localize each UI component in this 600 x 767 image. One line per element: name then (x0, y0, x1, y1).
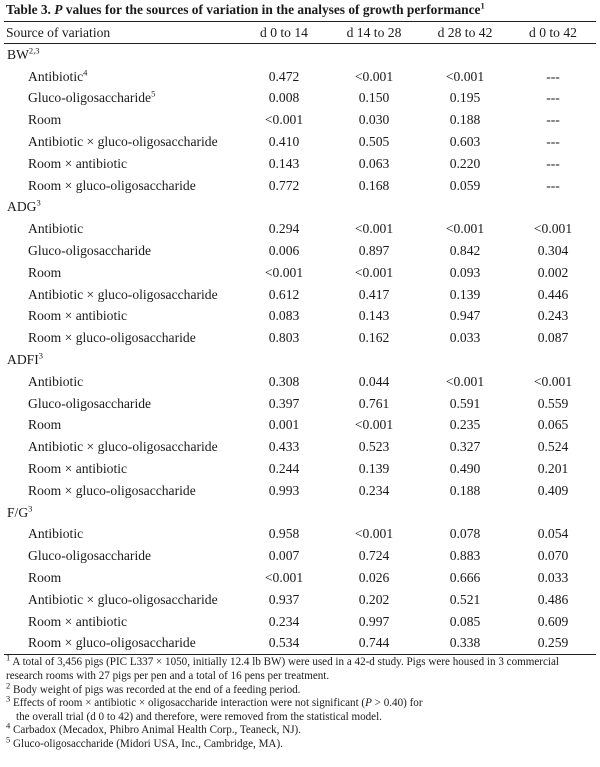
pvalue-table (4, 22, 596, 43)
p-value-cell: 0.294 (268, 221, 300, 237)
title-footnote-mark: 1 (480, 0, 485, 11)
col-header-d0-42: d 0 to 42 (529, 24, 577, 40)
p-value-cell: 0.612 (268, 286, 300, 302)
source-label: Room × gluco-oligosaccharide (28, 635, 196, 651)
p-value-cell: 0.327 (449, 439, 481, 455)
p-value-cell: 0.603 (449, 134, 481, 150)
p-value-cell: 0.409 (537, 482, 569, 498)
p-value-cell: 0.150 (358, 90, 390, 106)
group-label: ADG$^3$ (7, 197, 41, 215)
p-value-cell: <0.001 (354, 221, 394, 237)
group-label: BW$^{2,3}$ (7, 45, 40, 62)
col-header-d28-42: d 28 to 42 (437, 24, 493, 40)
p-value-cell: 0.033 (449, 330, 481, 346)
source-footnote-mark: 5 (151, 88, 156, 99)
p-value-cell: --- (546, 134, 560, 150)
p-value-cell: 0.188 (449, 112, 481, 128)
p-value-cell: 0.609 (537, 613, 569, 629)
source-label: Gluco-oligosaccharide$^5$ (28, 88, 156, 106)
table-row (4, 262, 596, 284)
p-value-cell: 0.195 (449, 90, 481, 106)
p-value-cell: 0.505 (358, 134, 390, 150)
group-footnote-mark: 3 (36, 197, 41, 208)
p-value-cell: 0.202 (358, 591, 390, 607)
table-row (4, 545, 596, 567)
table-row (4, 240, 596, 262)
p-value-cell: 0.304 (537, 243, 569, 259)
p-value-cell: <0.001 (264, 112, 304, 128)
p-value-cell: 0.030 (358, 112, 390, 128)
p-value-cell: 0.059 (449, 177, 481, 193)
p-value-cell: 0.162 (358, 330, 390, 346)
source-label: Antibiotic (28, 373, 84, 389)
p-value-cell: <0.001 (445, 373, 485, 389)
p-value-cell: --- (546, 90, 560, 106)
group-row (4, 44, 596, 66)
table-row (4, 131, 596, 153)
footnote-1-cont: research rooms with 27 pigs per pen and a total of 16 pens per treatment. (6, 669, 330, 682)
p-value-cell: 0.410 (268, 134, 300, 150)
p-value-cell: 0.559 (537, 395, 569, 411)
p-value-cell: 0.523 (358, 439, 390, 455)
p-value-cell: <0.001 (354, 526, 394, 542)
p-value-cell: --- (546, 155, 560, 171)
p-value-cell: 0.524 (537, 439, 569, 455)
group-footnote-mark: 3 (28, 503, 33, 514)
source-label: Antibiotic × gluco-oligosaccharide (28, 439, 218, 455)
p-value-cell: 0.083 (268, 308, 300, 324)
title-text: values for the sources of variation in the analyses of growth performance (62, 2, 481, 17)
table-body (4, 44, 596, 654)
source-label: Room (28, 417, 62, 433)
p-value-cell: 0.244 (268, 461, 300, 477)
p-value-cell: 0.259 (537, 635, 569, 651)
p-value-cell: 0.772 (268, 177, 300, 193)
table-row (4, 284, 596, 306)
p-value-cell: 0.486 (537, 591, 569, 607)
table-row (4, 567, 596, 589)
p-value-cell: 0.433 (268, 439, 300, 455)
table-row (4, 371, 596, 393)
p-value-cell: 0.937 (268, 591, 300, 607)
p-value-cell: <0.001 (533, 373, 573, 389)
p-value-cell: 0.007 (268, 548, 300, 564)
p-value-cell: --- (546, 68, 560, 84)
p-value-cell: 0.070 (537, 548, 569, 564)
p-value-cell: 0.666 (449, 570, 481, 586)
title-p-symbol: P (54, 2, 63, 17)
source-label: Antibiotic$^4$ (28, 67, 88, 84)
source-label: Room × antibiotic (28, 308, 128, 324)
source-label: Room × gluco-oligosaccharide (28, 330, 196, 346)
table-number: Table 3. (6, 2, 51, 17)
table-row (4, 480, 596, 502)
p-value-cell: 0.744 (358, 635, 390, 651)
table-title (4, 0, 596, 19)
group-row (4, 502, 596, 524)
table-row (4, 458, 596, 480)
col-header-source: Source of variation (6, 24, 111, 40)
p-value-cell: 0.139 (449, 286, 481, 302)
table-row (4, 611, 596, 633)
p-value-cell: 0.997 (358, 613, 390, 629)
p-value-cell: 0.065 (537, 417, 569, 433)
p-value-cell: 0.397 (268, 395, 300, 411)
source-label: Room (28, 112, 62, 128)
footnote-3-cont: the overall trial (d 0 to 42) and therefore, were removed from the statistical model. (16, 710, 382, 723)
p-value-cell: 0.235 (449, 417, 481, 433)
group-label: ADFI$^3$ (7, 350, 43, 368)
table-row (4, 327, 596, 349)
table-row (4, 218, 596, 240)
source-label: Antibiotic (28, 526, 84, 542)
footnote-1: $^1$ A total of 3,456 pigs (PIC L337 × 1050, initially 12.4 lb BW) were used in a 42-d study. Pigs were housed in 3 commercial (6, 652, 559, 669)
p-value-cell: 0.591 (449, 395, 481, 411)
p-value-cell: <0.001 (354, 417, 394, 433)
p-value-cell: --- (546, 177, 560, 193)
p-value-cell: 0.472 (268, 68, 300, 84)
p-value-cell: 0.044 (358, 373, 390, 389)
p-value-cell: 0.026 (358, 570, 390, 586)
table-row (4, 306, 596, 328)
p-value-cell: 0.993 (268, 482, 300, 498)
source-label: Room × antibiotic (28, 155, 128, 171)
source-label: Antibiotic × gluco-oligosaccharide (28, 591, 218, 607)
table-row (4, 415, 596, 437)
source-label: Antibiotic (28, 221, 84, 237)
p-value-cell: --- (546, 112, 560, 128)
table-row (4, 153, 596, 175)
p-value-cell: 0.521 (449, 591, 481, 607)
p-value-cell: 0.143 (358, 308, 390, 324)
p-value-cell: 0.724 (358, 548, 390, 564)
source-label: Room × antibiotic (28, 613, 128, 629)
group-row (4, 197, 596, 219)
p-value-cell: 0.139 (358, 461, 390, 477)
p-value-cell: <0.001 (264, 264, 304, 280)
p-value-cell: 0.087 (537, 330, 569, 346)
p-value-cell: 0.883 (449, 548, 481, 564)
p-value-cell: 0.958 (268, 526, 300, 542)
footnote-2: $^2$ Body weight of pigs was recorded at the end of a feeding period. (6, 679, 301, 696)
p-value-cell: 0.008 (268, 90, 300, 106)
group-footnote-mark: 3 (38, 350, 43, 361)
p-value-cell: 0.220 (449, 155, 481, 171)
p-value-cell: 0.063 (358, 155, 390, 171)
p-value-cell: <0.001 (445, 221, 485, 237)
p-value-cell: 0.243 (537, 308, 569, 324)
p-value-cell: 0.001 (268, 417, 300, 433)
table-row (4, 88, 596, 110)
p-value-cell: <0.001 (354, 264, 394, 280)
p-value-cell: 0.093 (449, 264, 481, 280)
p-value-cell: <0.001 (354, 68, 394, 84)
footnote-5: $^5$ Gluco-oligosaccharide (Midori USA, Inc., Cambridge, MA). (6, 734, 283, 750)
source-label: Room × gluco-oligosaccharide (28, 482, 196, 498)
p-value-cell: 0.188 (449, 482, 481, 498)
source-label: Antibiotic × gluco-oligosaccharide (28, 286, 218, 302)
p-value-cell: 0.085 (449, 613, 481, 629)
p-value-cell: 0.534 (268, 635, 300, 651)
table-row (4, 109, 596, 131)
p-value-cell: 0.234 (268, 613, 300, 629)
table-row (4, 436, 596, 458)
group-footnote-mark: 2,3 (28, 45, 40, 56)
table-row (4, 633, 596, 655)
p-value-cell: 0.308 (268, 373, 300, 389)
col-header-d14-28: d 14 to 28 (346, 24, 402, 40)
pvalue-table-body (4, 44, 596, 654)
group-row (4, 349, 596, 371)
p-value-cell: 0.006 (268, 243, 300, 259)
p-value-cell: 0.033 (537, 570, 569, 586)
p-value-cell: 0.947 (449, 308, 481, 324)
footnote-3: $^3$ Effects of room × antibiotic × oligosaccharide interaction were not significant (P > 0.40) for (6, 693, 423, 710)
p-value-cell: 0.054 (537, 526, 569, 542)
p-value-cell: 0.234 (358, 482, 390, 498)
source-label: Antibiotic × gluco-oligosaccharide (28, 134, 218, 150)
table-row (4, 589, 596, 611)
group-label: $F/G^3$ (7, 503, 33, 520)
p-value-cell: 0.078 (449, 526, 481, 542)
source-label: Gluco-oligosaccharide (28, 395, 152, 411)
p-value-cell: 0.842 (449, 243, 481, 259)
p-value-cell: 0.897 (358, 243, 390, 259)
p-value-cell: <0.001 (445, 68, 485, 84)
source-label: Room × antibiotic (28, 461, 128, 477)
source-footnote-mark: 4 (83, 67, 88, 78)
p-value-cell: 0.803 (268, 330, 300, 346)
source-label: Gluco-oligosaccharide (28, 548, 152, 564)
source-label: Room (28, 570, 62, 586)
p-value-cell: 0.338 (449, 635, 481, 651)
p-value-cell: <0.001 (533, 221, 573, 237)
p-value-cell: 0.417 (358, 286, 390, 302)
p-value-cell: 0.002 (537, 264, 569, 280)
p-value-cell: 0.490 (449, 461, 481, 477)
col-header-d0-14: d 0 to 14 (260, 24, 308, 40)
source-label: Room × gluco-oligosaccharide (28, 177, 196, 193)
table-row (4, 66, 596, 88)
source-label: Room (28, 264, 62, 280)
p-value-cell: 0.168 (358, 177, 390, 193)
footnotes (4, 652, 596, 751)
p-value-cell: <0.001 (264, 570, 304, 586)
table-row (4, 393, 596, 415)
p-value-cell: 0.143 (268, 155, 300, 171)
table-row (4, 175, 596, 197)
p-value-cell: 0.446 (537, 286, 569, 302)
header-row (4, 22, 596, 43)
p-value-cell: 0.201 (537, 461, 569, 477)
table-row (4, 524, 596, 546)
p-value-cell: 0.761 (358, 395, 390, 411)
source-label: Gluco-oligosaccharide (28, 243, 152, 259)
footnote-4: $^4$ Carbadox (Mecadox, Phibro Animal Health Corp., Teaneck, NJ). (6, 720, 302, 737)
